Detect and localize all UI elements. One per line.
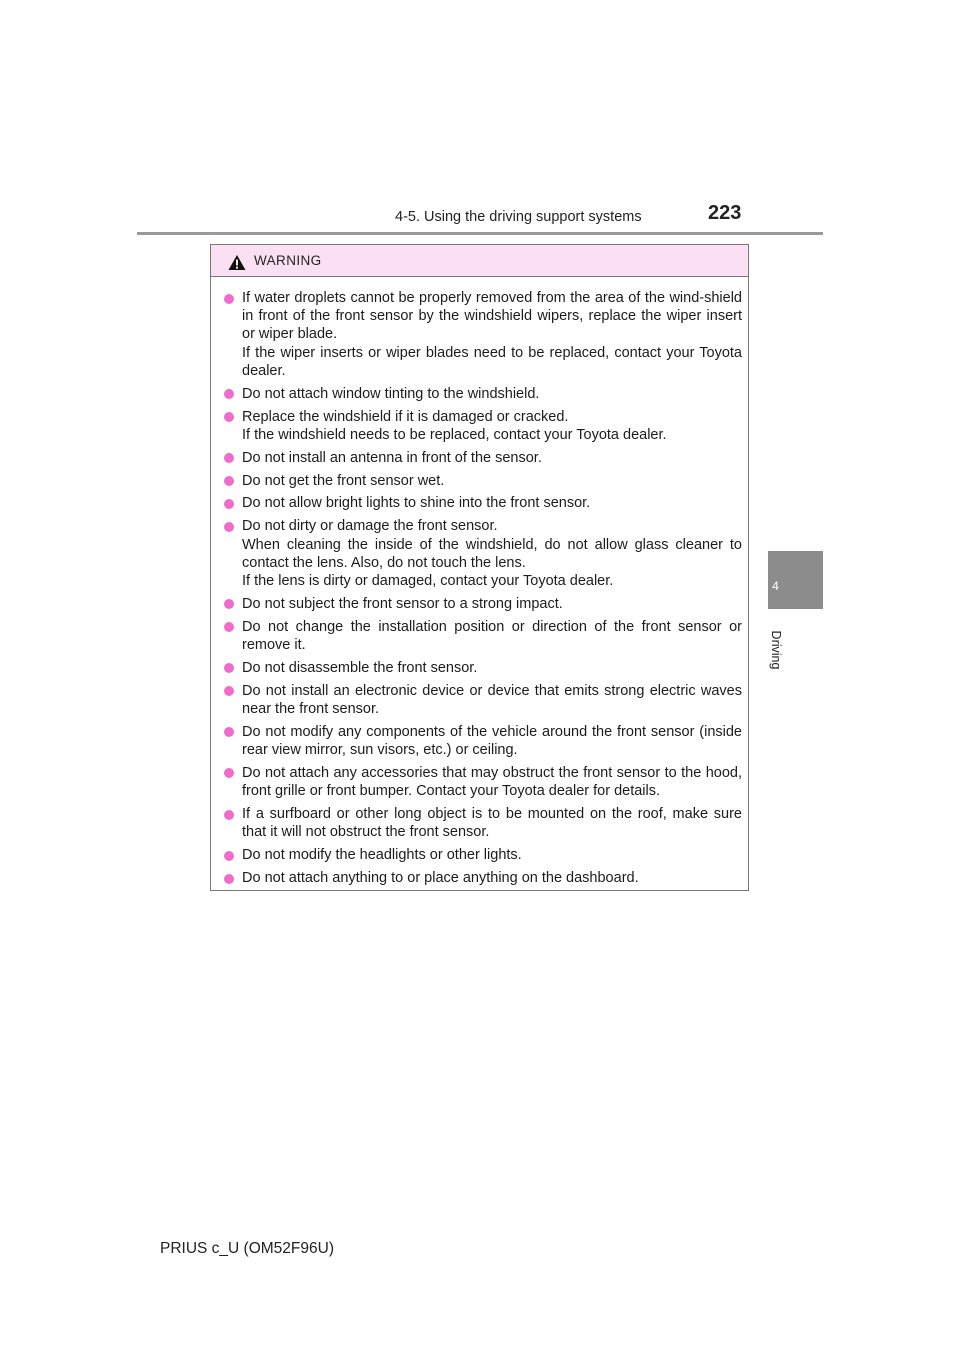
warning-item [224,869,742,887]
warning-item-text: Do not install an electronic device or device that emits strong electric waves near the front sensor. [242,682,742,717]
warning-item [224,595,742,613]
warning-item-text: Do not install an antenna in front of the sensor. [242,449,542,466]
bullet-icon [224,476,234,486]
warning-item-text: Do not modify the headlights or other lights. [242,847,522,864]
chapter-label-text: Driving [769,630,783,670]
section-title: 4-5. Using the driving support systems [395,209,642,225]
warning-item-text: Replace the windshield if it is damaged or cracked. [242,408,569,425]
warning-item-text: When cleaning the inside of the windshield, do not allow glass cleaner to contact the lens. Also, do not touch the lens. [242,536,742,571]
warning-item-text: If the windshield needs to be replaced, contact your Toyota dealer. [242,426,667,443]
bullet-icon [224,294,234,304]
warning-item-text: Do not disassemble the front sensor. [242,659,478,676]
warning-title: WARNING [254,253,322,268]
bullet-icon [224,499,234,509]
warning-item-text: Do not change the installation position or direction of the front sensor or remove it. [242,618,742,653]
header-divider [137,232,823,235]
warning-item-text: Do not subject the front sensor to a strong impact. [242,595,563,612]
chapter-tab-number: 4 [772,579,779,593]
warning-item-text: Do not get the front sensor wet. [242,472,445,489]
warning-item-text: Do not attach anything to or place anything on the dashboard. [242,870,639,886]
warning-item [224,494,742,512]
warning-item [224,659,742,677]
warning-triangle-icon [228,254,246,271]
bullet-icon [224,874,234,884]
chapter-label [769,620,783,680]
warning-item-text: If water droplets cannot be properly removed from the area of the wind-shield in front of the front sensor by the windshield wipers, replace the wiper insert or wiper blade. [242,290,742,343]
warning-box [210,244,749,891]
warning-list [211,277,748,887]
bullet-icon [224,622,234,632]
bullet-icon [224,599,234,609]
warning-item-text: Do not allow bright lights to shine into the front sensor. [242,495,591,512]
warning-item [224,682,742,718]
bullet-icon [224,522,234,532]
warning-item [224,517,742,590]
warning-item [224,846,742,864]
bullet-icon [224,851,234,861]
warning-item-text: Do not dirty or damage the front sensor. [242,518,498,535]
warning-item-text: If the lens is dirty or damaged, contact your Toyota dealer. [242,572,614,589]
warning-item [224,289,742,380]
warning-item [224,618,742,654]
warning-item [224,472,742,490]
page-number: 223 [708,202,742,224]
warning-item [224,408,742,444]
bullet-icon [224,663,234,673]
warning-item-text: Do not attach window tinting to the windshield. [242,385,540,402]
warning-item [224,385,742,403]
warning-header [211,245,748,277]
bullet-icon [224,389,234,399]
bullet-icon [224,768,234,778]
bullet-icon [224,453,234,463]
bullet-icon [224,727,234,737]
warning-item-text: If the wiper inserts or wiper blades need to be replaced, contact your Toyota dealer. [242,344,742,379]
warning-item-text: Do not modify any components of the vehicle around the front sensor (inside rear view mirror, sun visors, etc.) or ceiling. [242,723,742,759]
bullet-icon [224,412,234,422]
warning-item-text: If a surfboard or other long object is to be mounted on the roof, make sure that it will not obstruct the front sensor. [242,806,742,841]
warning-item [224,723,742,759]
warning-item [224,805,742,841]
footer-model: PRIUS c_U (OM52F96U) [160,1240,334,1257]
warning-item-text: Do not attach any accessories that may obstruct the front sensor to the hood, front grille or front bumper. Contact your Toyota dealer for details. [242,764,742,800]
warning-item [224,449,742,467]
bullet-icon [224,810,234,820]
warning-item [224,764,742,800]
bullet-icon [224,686,234,696]
